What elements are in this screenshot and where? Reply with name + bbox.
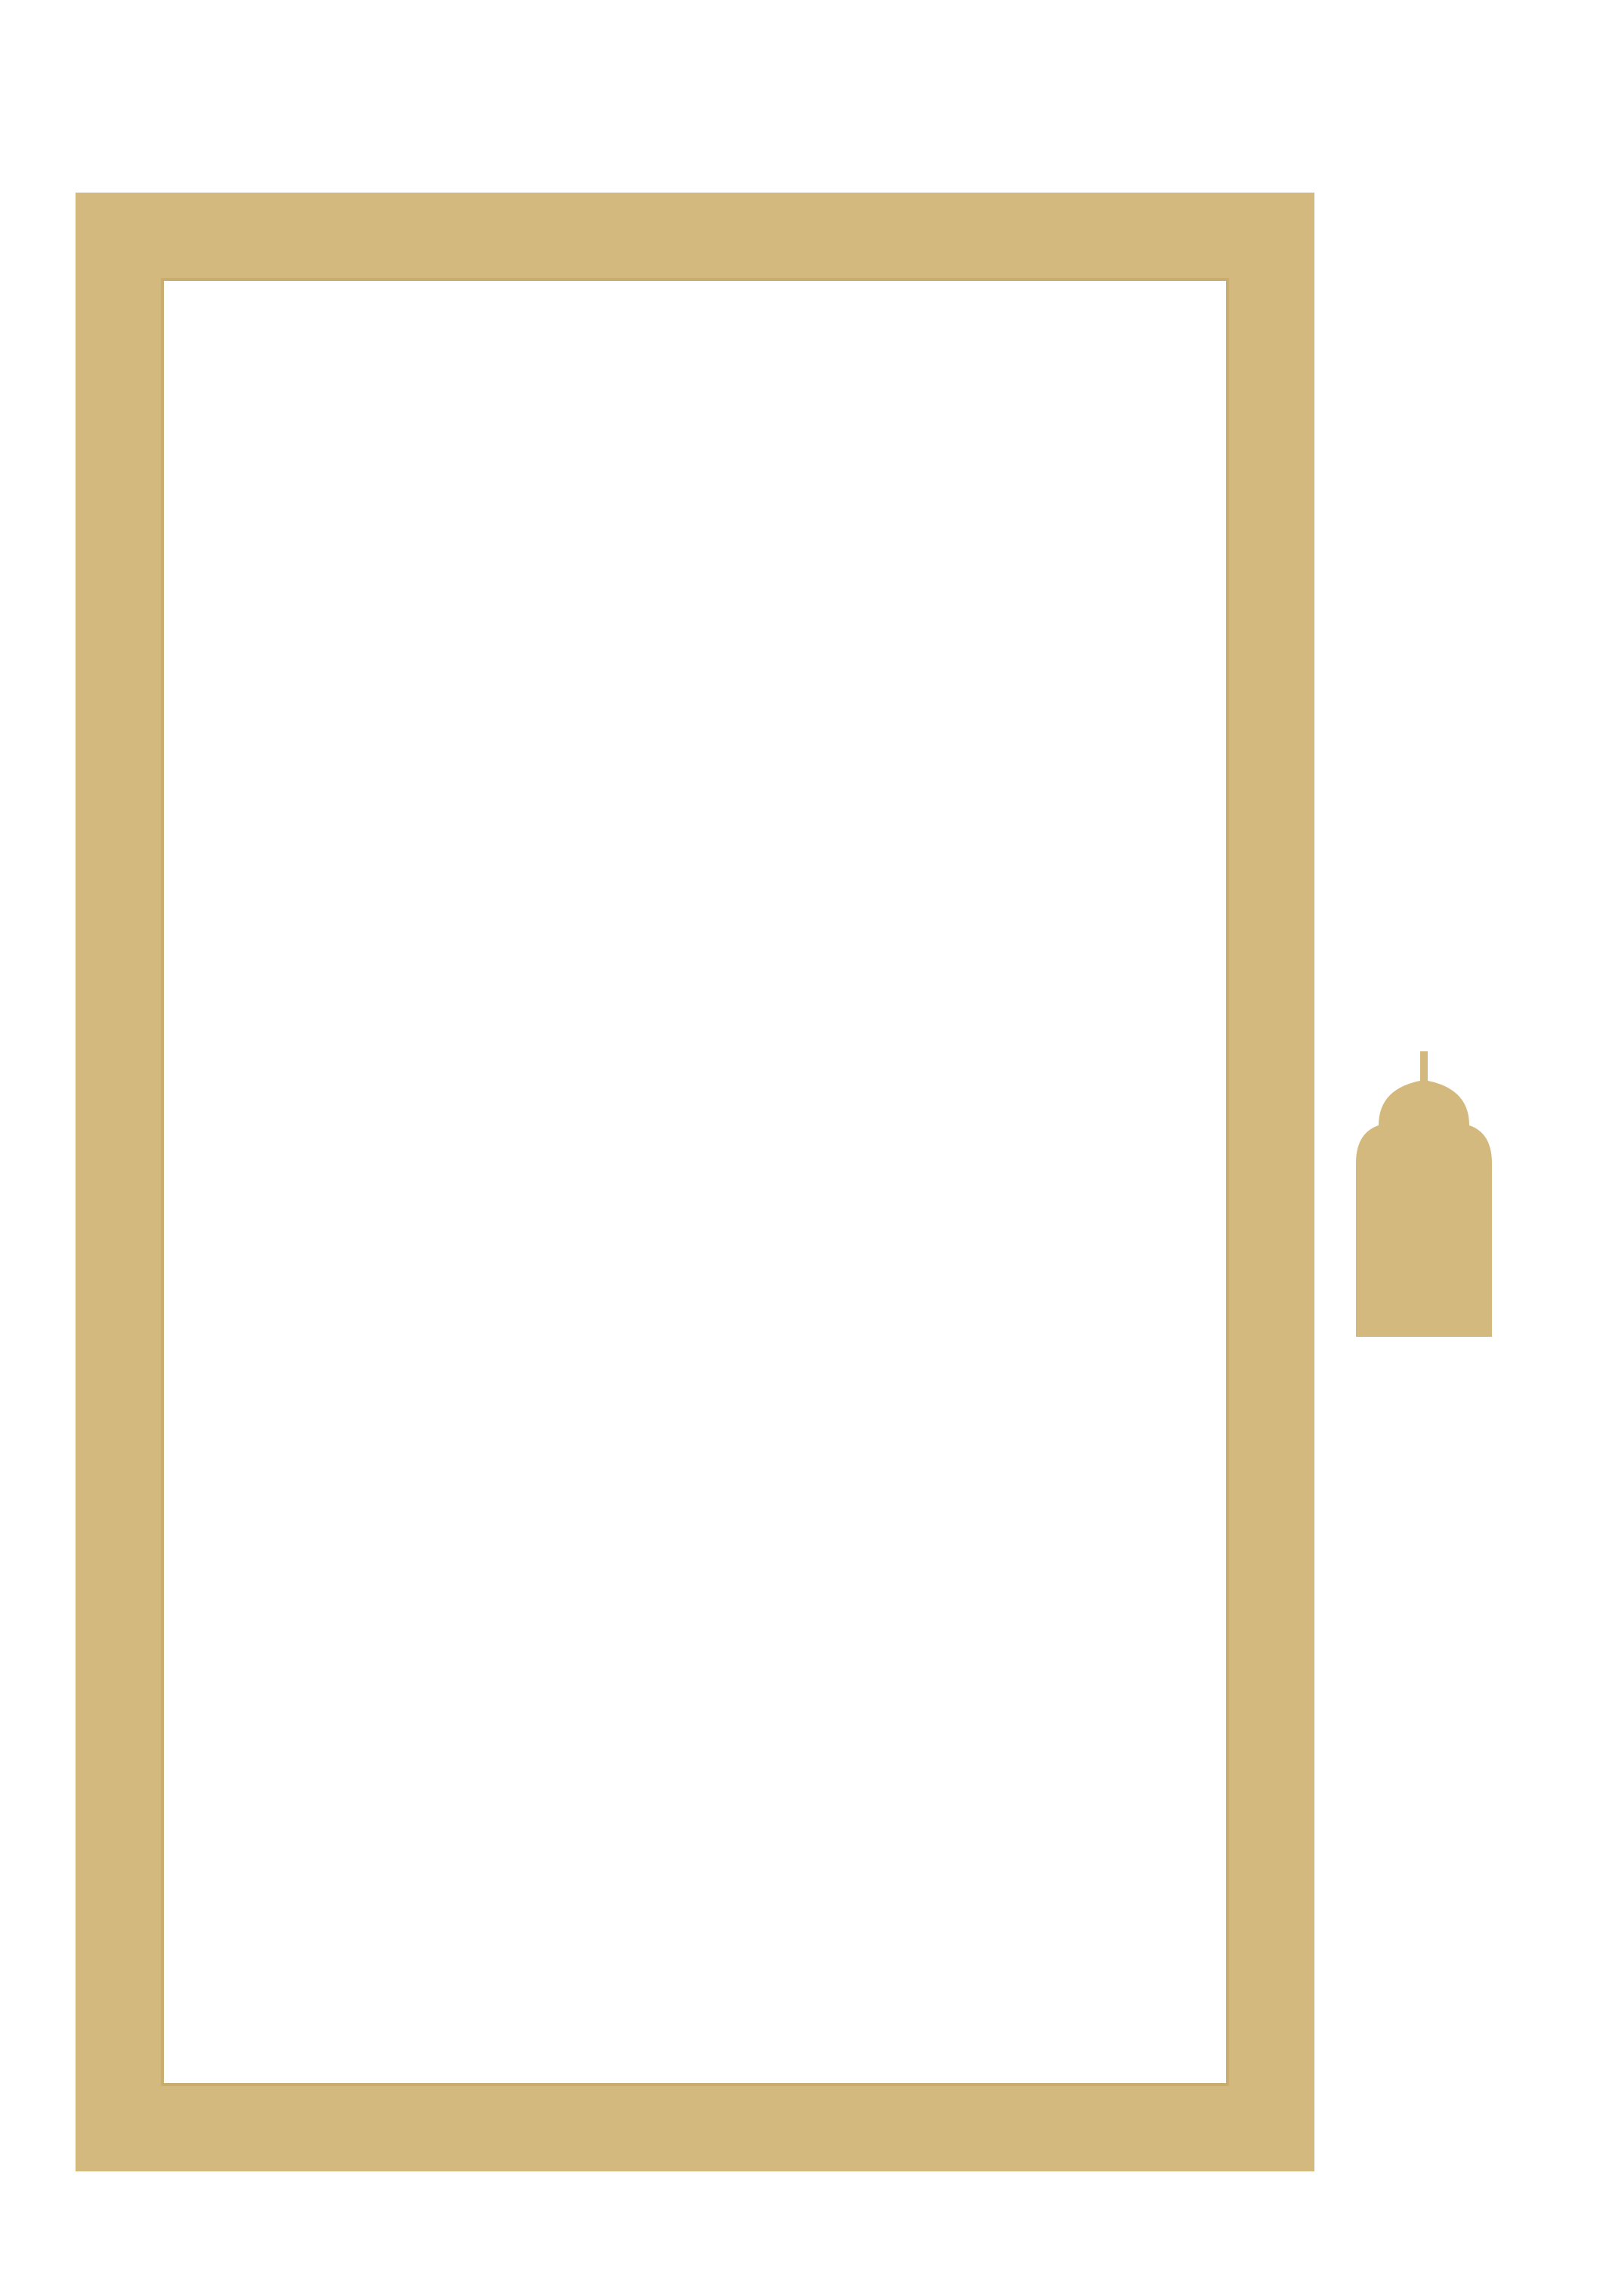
quran-text-panel — [170, 287, 1220, 2077]
hizb-quarter-marker — [1348, 1035, 1499, 1337]
